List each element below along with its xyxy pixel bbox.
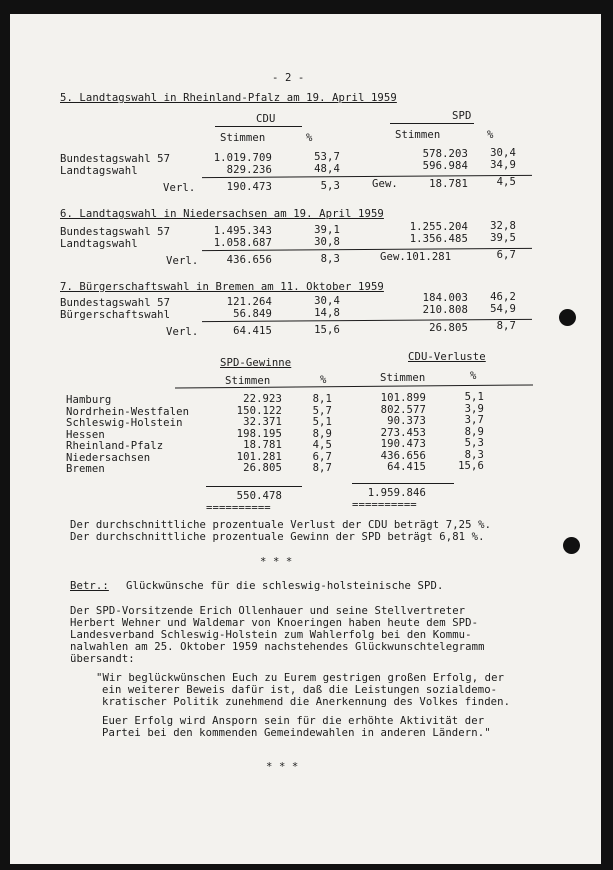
spd-gain-votes: 18.781 bbox=[243, 439, 282, 451]
cdu-votes: 121.264 bbox=[226, 296, 272, 308]
summary-label: Verl. bbox=[163, 182, 196, 194]
body-line: Landesverband Schleswig-Holstein zum Wahlerfolg bei den Kommu- bbox=[70, 629, 472, 641]
cdu-loss-pct: 8,9 bbox=[464, 425, 484, 438]
spd-pct: 32,8 bbox=[490, 220, 516, 232]
betr-subject: Glückwünsche für die schleswig-holsteinische SPD. bbox=[126, 580, 444, 592]
col-stimmen-cdu: Stimmen bbox=[220, 132, 266, 144]
cdu-loss-pct: 15,6 bbox=[458, 460, 484, 472]
body-line: Herbert Wehner und Waldemar von Knoeringen haben heute dem SPD- bbox=[70, 617, 479, 629]
cdu-pct: 30,4 bbox=[314, 295, 340, 307]
section-5-heading: 5. Landtagswahl in Rheinland-Pfalz am 19. April 1959 bbox=[60, 92, 397, 104]
cdu-losses-title: CDU-Verluste bbox=[408, 351, 486, 363]
cdu-loss-votes: 64.415 bbox=[387, 461, 426, 473]
cdu-loss-votes: 64.415 bbox=[233, 325, 272, 337]
cdu-total-rule bbox=[352, 483, 454, 484]
cdu-votes: 1.058.687 bbox=[213, 237, 272, 249]
body-line: Der SPD-Vorsitzende Erich Ollenhauer und seine Stellvertreter bbox=[70, 605, 466, 617]
row-label: Bundestagswahl 57 bbox=[60, 226, 171, 238]
cdu-pct: 53,7 bbox=[314, 151, 340, 163]
row-label: Bundestagswahl 57 bbox=[60, 153, 171, 165]
spd-pct: 46,2 bbox=[490, 291, 516, 303]
spd-gains-title: SPD-Gewinne bbox=[220, 357, 292, 369]
cdu-pct: 39,1 bbox=[314, 224, 340, 236]
avg-spd-gain: Der durchschnittliche prozentuale Gewinn der SPD beträgt 6,81 %. bbox=[70, 531, 485, 543]
body-line: nalwahlen am 25. Oktober 1959 nachstehendes Glückwunschtelegramm bbox=[70, 641, 485, 653]
state-name: Niedersachsen bbox=[66, 451, 151, 464]
betr-label: Betr.: bbox=[70, 580, 109, 592]
punch-hole bbox=[559, 309, 576, 326]
cdu-pct: 30,8 bbox=[314, 236, 340, 248]
cdu-loss-votes: 436.656 bbox=[226, 254, 272, 266]
quote-line: Euer Erfolg wird Ansporn sein für die erhöhte Aktivität der bbox=[102, 715, 485, 727]
spd-pct: 39,5 bbox=[490, 232, 516, 244]
separator: * * * bbox=[260, 556, 293, 568]
spd-gain-votes: 32.371 bbox=[243, 416, 282, 428]
spd-gain-pct: 6,7 bbox=[312, 450, 332, 463]
spd-votes: 184.003 bbox=[422, 292, 468, 304]
spd-gain-pct: 6,7 bbox=[496, 249, 516, 261]
cdu-total: 1.959.846 bbox=[367, 487, 426, 499]
body-line: übersandt: bbox=[70, 653, 135, 665]
cdu-pct: 48,4 bbox=[314, 163, 340, 175]
cdu-loss-pct: 5,3 bbox=[464, 437, 484, 449]
col-stimmen-spd: Stimmen bbox=[395, 129, 441, 141]
cdu-loss-pct: 8,3 bbox=[464, 448, 484, 461]
spd-total: 550.478 bbox=[236, 490, 282, 502]
page-number: - 2 - bbox=[272, 72, 305, 84]
state-name: Rheinland-Pfalz bbox=[66, 440, 164, 452]
spd-gain-prefix: Gew. bbox=[372, 178, 398, 190]
cdu-loss-pct: 5,1 bbox=[464, 391, 484, 403]
spd-pct: 30,4 bbox=[490, 147, 516, 159]
spd-gain-votes: 150.122 bbox=[236, 404, 282, 417]
spd-gain-votes: 18.781 bbox=[429, 178, 468, 190]
spd-votes: 578.203 bbox=[422, 148, 468, 160]
cdu-loss-votes: 436.656 bbox=[380, 449, 426, 462]
cdu-loss-pct: 8,3 bbox=[320, 253, 340, 265]
avg-cdu-loss: Der durchschnittliche prozentuale Verlust der CDU beträgt 7,25 %. bbox=[70, 519, 492, 531]
spd-votes: 210.808 bbox=[422, 304, 468, 316]
cdu-pct: 14,8 bbox=[314, 307, 340, 319]
punch-hole bbox=[563, 537, 580, 554]
state-name: Bremen bbox=[66, 463, 105, 475]
spd-gain-pct: 5,7 bbox=[312, 404, 332, 417]
cdu-loss-votes: 101.899 bbox=[380, 392, 426, 404]
summary-label: Verl. bbox=[166, 326, 199, 338]
spd-votes: 1.356.485 bbox=[409, 233, 468, 245]
col-stimmen-spd: Stimmen bbox=[225, 375, 271, 387]
cdu-total-double-rule: ========== bbox=[352, 499, 417, 511]
cdu-loss-votes: 190.473 bbox=[380, 438, 426, 450]
cdu-loss-pct: 5,3 bbox=[320, 180, 340, 192]
spd-pct: 54,9 bbox=[490, 303, 516, 315]
spd-gain-votes: Gew.101.281 bbox=[380, 251, 452, 263]
spd-gain-votes: 22.923 bbox=[243, 393, 282, 405]
cdu-loss-pct: 3,7 bbox=[464, 414, 484, 426]
spd-gain-pct: 8,7 bbox=[312, 462, 332, 474]
spd-header: SPD bbox=[452, 110, 472, 122]
spd-total-double-rule: ========== bbox=[206, 502, 271, 514]
state-name: Hessen bbox=[66, 428, 105, 441]
spd-gain-pct: 4,5 bbox=[312, 439, 332, 451]
state-name: Nordrhein-Westfalen bbox=[66, 405, 190, 418]
row-label: Bürgerschaftswahl bbox=[60, 309, 171, 321]
cdu-loss-votes: 273.453 bbox=[380, 426, 426, 439]
cdu-votes: 56.849 bbox=[233, 308, 272, 320]
document-page bbox=[10, 14, 601, 864]
state-name: Hamburg bbox=[66, 394, 112, 406]
cdu-votes: 1.495.343 bbox=[213, 225, 272, 237]
section-6-heading: 6. Landtagswahl in Niedersachsen am 19. April 1959 bbox=[60, 208, 384, 220]
state-name: Schleswig-Holstein bbox=[66, 417, 183, 429]
summary-label: Verl. bbox=[166, 255, 199, 267]
col-stimmen-cdu: Stimmen bbox=[380, 372, 426, 384]
cdu-header: CDU bbox=[256, 113, 276, 125]
col-pct-spd: % bbox=[487, 129, 494, 141]
spd-gain-pct: 8,9 bbox=[312, 427, 332, 440]
spd-gain-pct: 4,5 bbox=[496, 176, 516, 188]
col-pct-cdu: % bbox=[470, 370, 477, 382]
cdu-loss-pct: 15,6 bbox=[314, 324, 340, 336]
spd-gain-votes: 101.281 bbox=[236, 450, 282, 463]
quote-line: Partei bei den kommenden Gemeindewahlen in anderen Ländern." bbox=[102, 727, 491, 739]
quote-line: "Wir beglückwünschen Euch zu Eurem gestrigen großen Erfolg, der bbox=[96, 672, 505, 684]
spd-gain-votes: 26.805 bbox=[243, 462, 282, 474]
row-label: Landtagswahl bbox=[60, 238, 138, 250]
spd-votes: 1.255.204 bbox=[409, 221, 468, 233]
cdu-votes: 829.236 bbox=[226, 164, 272, 176]
cdu-loss-votes: 802.577 bbox=[380, 403, 426, 416]
cdu-loss-pct: 3,9 bbox=[464, 402, 484, 415]
spd-pct: 34,9 bbox=[490, 159, 516, 171]
cdu-votes: 1.019.709 bbox=[213, 152, 272, 164]
col-pct-cdu: % bbox=[306, 132, 313, 144]
spd-votes: 596.984 bbox=[422, 160, 468, 172]
spd-gain-pct: 8,7 bbox=[496, 320, 516, 332]
section-7-heading: 7. Bürgerschaftswahl in Bremen am 11. Oktober 1959 bbox=[60, 281, 384, 293]
spd-gain-votes: 26.805 bbox=[429, 322, 468, 334]
end-separator: * * * bbox=[266, 761, 299, 773]
cdu-header-rule bbox=[215, 126, 302, 127]
spd-header-rule bbox=[390, 123, 474, 124]
spd-total-rule bbox=[206, 486, 302, 487]
cdu-loss-votes: 190.473 bbox=[226, 181, 272, 193]
spd-gain-pct: 8,1 bbox=[312, 393, 332, 405]
row-label: Bundestagswahl 57 bbox=[60, 297, 171, 309]
col-pct-spd: % bbox=[320, 374, 327, 386]
quote-line: ein weiterer Beweis dafür ist, daß die Leistungen sozialdemo- bbox=[102, 684, 498, 696]
quote-line: kratischer Politik zunehmend die Anerkennung des Volkes finden. bbox=[102, 696, 511, 708]
spd-gain-votes: 198.195 bbox=[236, 427, 282, 440]
cdu-loss-votes: 90.373 bbox=[387, 415, 426, 427]
row-label: Landtagswahl bbox=[60, 165, 138, 177]
spd-gain-pct: 5,1 bbox=[312, 416, 332, 428]
